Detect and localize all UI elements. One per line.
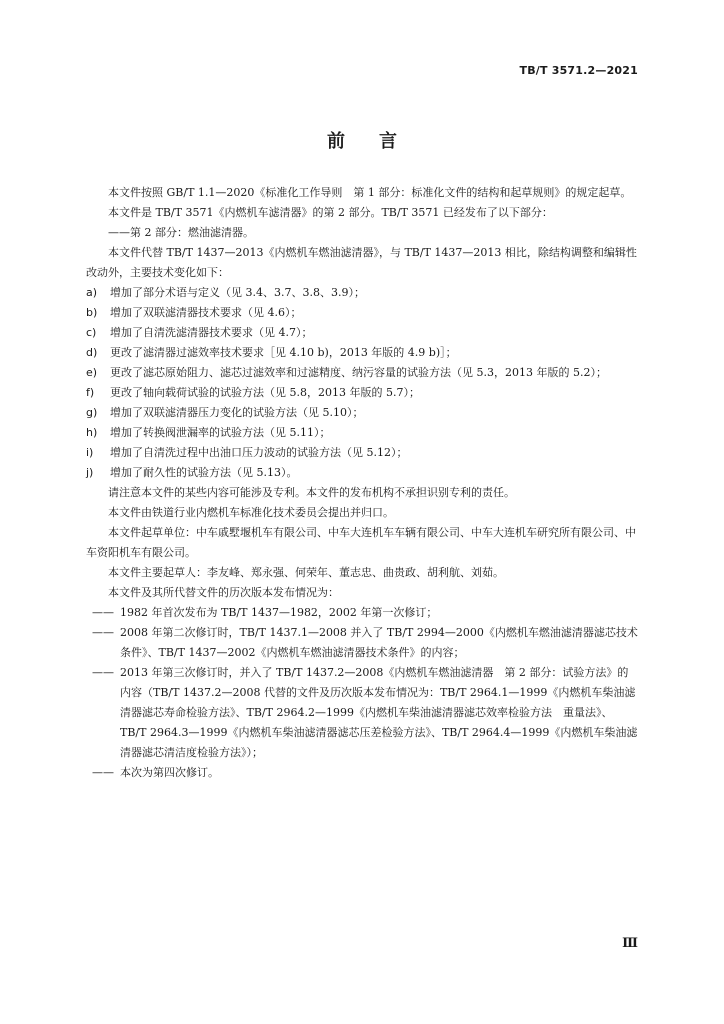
history-item bbox=[86, 623, 638, 663]
history-text: 2013 年第三次修订时，并入了 TB/T 1437.2—2008《内燃机车燃油滤清器 第 2 部分：试验方法》的内容（TB/T 1437.2—2008 代替的文件及历次版本发布情况为：TB/T 2964.1—1999《内燃机车柴油滤清器滤芯寿命检验方法》、TB/T 2964.2—1999《内燃机车柴油滤清器滤芯效率检验方法 重量法》、TB/T 2964.3—1999《内燃机车柴油滤清器滤芯压差检验方法》、TB/T 2964.4—1999《内燃机车柴油滤清器滤芯清洁度检验方法》）； bbox=[120, 666, 638, 759]
list-text: 更改了滤清器过滤效率技术要求［见 4.10 b)，2013 年版的 4.9 b)］； bbox=[110, 346, 457, 359]
history-text: 1982 年首次发布为 TB/T 1437—1982，2002 年第一次修订； bbox=[120, 606, 438, 619]
list-text: 增加了自清洗过程中出油口压力波动的试验方法（见 5.12）； bbox=[110, 446, 408, 459]
list-item bbox=[86, 323, 638, 343]
paragraph: 本文件代替 TB/T 1437—2013《内燃机车燃油滤清器》，与 TB/T 1437—2013 相比，除结构调整和编辑性改动外，主要技术变化如下： bbox=[86, 246, 637, 279]
list-text: 增加了双联滤清器技术要求（见 4.6）； bbox=[110, 306, 302, 319]
page-number: Ⅲ bbox=[622, 936, 638, 951]
list-text: 增加了部分术语与定义（见 3.4、3.7、3.8、3.9）； bbox=[110, 286, 365, 299]
page-title: 前言 bbox=[327, 131, 431, 152]
paragraph: 本文件及其所代替文件的历次版本发布情况为： bbox=[108, 586, 339, 599]
list-label: h) bbox=[86, 426, 98, 439]
list-dash: —— bbox=[92, 606, 114, 619]
list-dash: —— bbox=[92, 666, 114, 679]
list-label: b) bbox=[86, 306, 98, 319]
changes-list bbox=[86, 283, 638, 483]
drafters: 本文件主要起草人：李友峰、郑永强、何荣年、董志忠、曲贵政、胡利航、刘茹。 bbox=[108, 566, 504, 579]
paragraph: 本文件由铁道行业内燃机车标准化技术委员会提出并归口。 bbox=[108, 506, 394, 519]
history-list bbox=[86, 603, 638, 783]
paragraph: 本文件按照 GB/T 1.1—2020《标准化工作导则 第 1 部分：标准化文件的结构和起草规则》的规定起草。 bbox=[108, 186, 632, 199]
paragraph: 本文件是 TB/T 3571《内燃机车滤清器》的第 2 部分。TB/T 3571 已经发布了以下部分： bbox=[108, 206, 553, 219]
list-text: 更改了滤芯原始阻力、滤芯过滤效率和过滤精度、纳污容量的试验方法（见 5.3，2013 年版的 5.2）； bbox=[110, 366, 607, 379]
list-text: 增加了转换阀泄漏率的试验方法（见 5.11）； bbox=[110, 426, 331, 439]
list-dash: —— bbox=[92, 766, 114, 779]
drafting-units: 本文件起草单位：中车戚墅堰机车有限公司、中车大连机车车辆有限公司、中车大连机车研究所有限公司、中车资阳机车有限公司。 bbox=[86, 526, 636, 559]
list-item bbox=[86, 303, 638, 323]
list-item bbox=[86, 423, 638, 443]
history-text: 本次为第四次修订。 bbox=[120, 766, 219, 779]
list-item bbox=[86, 443, 638, 463]
history-item bbox=[86, 603, 638, 623]
list-item bbox=[86, 363, 638, 383]
list-label: i) bbox=[86, 446, 94, 459]
patent-notice: 请注意本文件的某些内容可能涉及专利。本文件的发布机构不承担识别专利的责任。 bbox=[108, 486, 515, 499]
history-text: 2008 年第二次修订时，TB/T 1437.1—2008 并入了 TB/T 2994—2000《内燃机车燃油滤清器滤芯技术条件》、TB/T 1437—2002《内燃机车燃油滤清器技术条件》的内容； bbox=[120, 626, 638, 659]
list-text: 增加了自清洗滤清器技术要求（见 4.7）； bbox=[110, 326, 313, 339]
list-label: d) bbox=[86, 346, 98, 359]
list-item bbox=[86, 403, 638, 423]
list-item bbox=[86, 383, 638, 403]
list-label: j) bbox=[86, 466, 94, 479]
list-label: f) bbox=[86, 386, 95, 399]
foreword-body bbox=[86, 183, 638, 783]
history-item bbox=[86, 663, 638, 763]
list-item bbox=[86, 283, 638, 303]
list-text: 增加了耐久性的试验方法（见 5.13）。 bbox=[110, 466, 298, 479]
list-text: 更改了轴向载荷试验的试验方法（见 5.8，2013 年版的 5.7）； bbox=[110, 386, 420, 399]
list-label: e) bbox=[86, 366, 98, 379]
parts-list-item: ——第 2 部分：燃油滤清器。 bbox=[108, 226, 254, 239]
history-item bbox=[86, 763, 638, 783]
list-label: a) bbox=[86, 286, 98, 299]
list-text: 增加了双联滤清器压力变化的试验方法（见 5.10）； bbox=[110, 406, 364, 419]
standard-code: TB/T 3571.2—2021 bbox=[519, 64, 638, 77]
list-dash: —— bbox=[92, 626, 114, 639]
list-label: g) bbox=[86, 406, 98, 419]
list-item bbox=[86, 463, 638, 483]
list-item bbox=[86, 343, 638, 363]
list-label: c) bbox=[86, 326, 97, 339]
